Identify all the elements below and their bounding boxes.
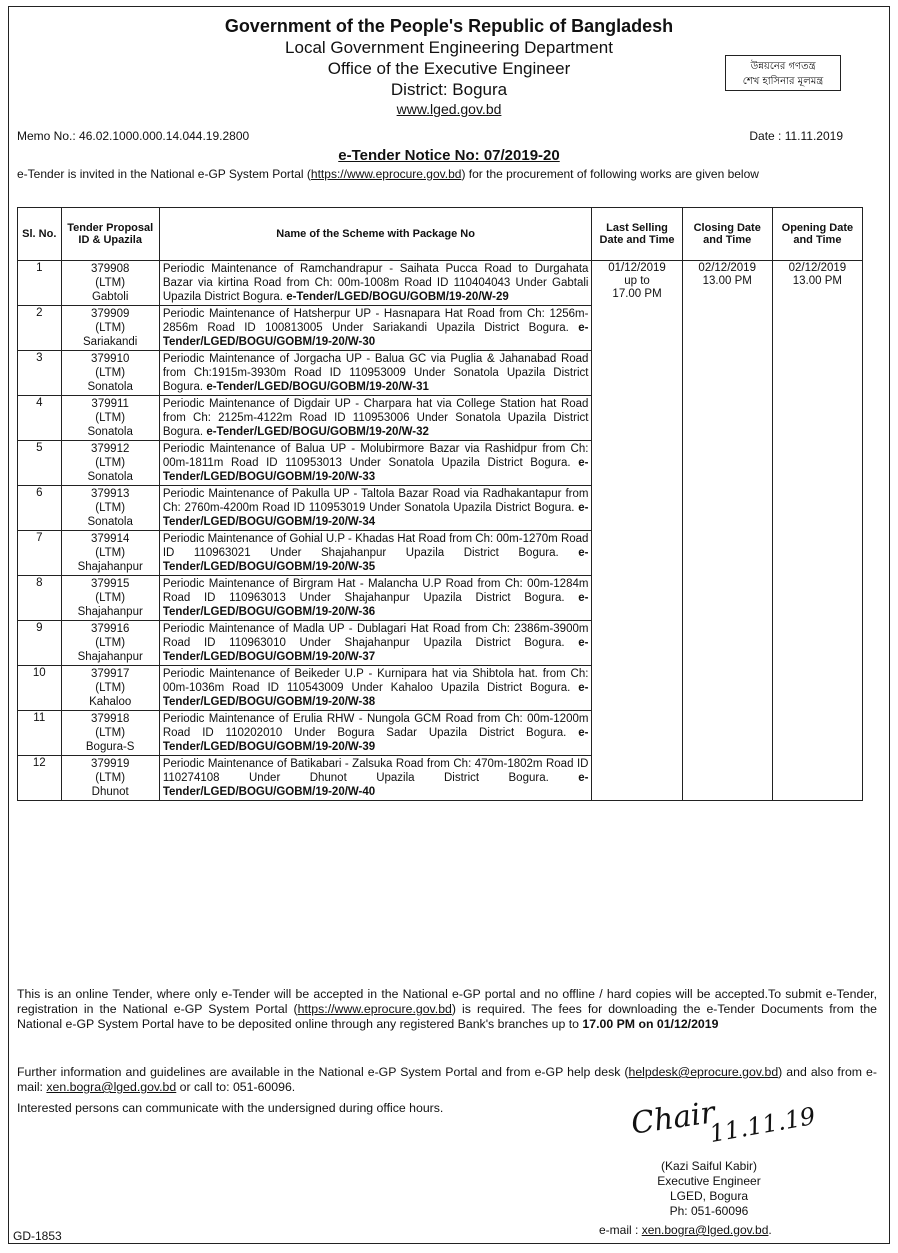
row-sl: 4	[18, 396, 62, 441]
row-desc: Periodic Maintenance of Jorgacha UP - Balua GC via Puglia & Jahanabad Road from Ch:1915m-3930m Road ID 110953009 Under Sonatola Upazila District Bogura.	[162, 353, 589, 393]
row-package: e-Tender/LGED/BOGU/GOBM/19-20/W-33	[162, 457, 589, 483]
row-proposal	[61, 576, 159, 621]
contact-paragraph: Interested persons can communicate with the undersigned during office hours.	[17, 1101, 444, 1115]
row-desc: Periodic Maintenance of Pakulla UP - Taltola Bazar Road via Radhakantapur from Ch: 2760m-4200m Road ID 110953019 Under Sonatola Upazila District Bogura.	[162, 488, 589, 514]
row-package: e-Tender/LGED/BOGU/GOBM/19-20/W-38	[162, 682, 589, 708]
row-proposal	[61, 666, 159, 711]
row-desc: Periodic Maintenance of Digdair UP - Charpara hat via College Station hat Road from Ch: 2125m-4122m Road ID 110953006 Under Sonatola Upazila District Bogura.	[162, 398, 589, 438]
row-type: (LTM)	[95, 592, 126, 604]
row-id: 379912	[91, 443, 130, 455]
row-scheme	[159, 261, 592, 306]
row-upazila: Sonatola	[87, 516, 133, 528]
row-upazila: Sonatola	[87, 381, 133, 393]
row-package: e-Tender/LGED/BOGU/GOBM/19-20/W-40	[162, 772, 589, 798]
row-sl: 5	[18, 441, 62, 486]
notice-page	[8, 6, 890, 1244]
row-type: (LTM)	[95, 412, 126, 424]
signer-email-link[interactable]: xen.bogra@lged.gov.bd	[641, 1223, 769, 1237]
slogan-line-1: উন্নয়নের গণতন্ত্র	[750, 61, 816, 72]
row-scheme	[159, 486, 592, 531]
row-id: 379913	[91, 488, 130, 500]
row-type: (LTM)	[95, 457, 126, 469]
row-id: 379910	[91, 353, 130, 365]
row-desc: Periodic Maintenance of Beikeder U.P - Kurnipara hat via Shibtola hat. from Ch: 00m-1036m Road ID 110543009 Under Kahaloo Upazila District Bogura.	[162, 668, 589, 694]
row-id: 379918	[91, 713, 130, 725]
slogan-box	[725, 55, 841, 91]
row-type: (LTM)	[95, 367, 126, 379]
row-proposal	[61, 756, 159, 801]
row-sl: 9	[18, 621, 62, 666]
row-proposal	[61, 486, 159, 531]
row-id: 379919	[91, 758, 130, 770]
row-upazila: Shajahanpur	[77, 651, 143, 663]
row-proposal	[61, 621, 159, 666]
row-scheme	[159, 306, 592, 351]
row-package: e-Tender/LGED/BOGU/GOBM/19-20/W-36	[162, 592, 589, 618]
table-row	[18, 261, 863, 306]
row-desc: Periodic Maintenance of Madla UP - Dublagari Hat Road from Ch: 2386m-3900m Road ID 110963010 Under Shajahanpur Upazila District Bogura.	[162, 623, 589, 649]
further-info-paragraph: Further information and guidelines are available in the National e-GP System Portal and from e-GP help desk (helpdesk@eprocure.gov.bd) and also from e-mail: xen.bogra@lged.gov.bd or call to: 051-60096.	[17, 1065, 877, 1094]
row-type: (LTM)	[95, 277, 126, 289]
opening-cell: 02/12/2019 13.00 PM	[772, 261, 862, 801]
row-id: 379914	[91, 533, 130, 545]
closing-cell: 02/12/2019 13.00 PM	[682, 261, 772, 801]
row-desc: Periodic Maintenance of Batikabari - Zalsuka Road from Ch: 470m-1802m Road ID 110274108 Under Dhunot Upazila District Bogura.	[162, 758, 589, 784]
row-upazila: Gabtoli	[91, 291, 129, 303]
header-id: Tender Proposal ID & Upazila	[61, 208, 159, 261]
row-sl: 3	[18, 351, 62, 396]
footer-code: GD-1853	[13, 1229, 62, 1243]
row-scheme	[159, 711, 592, 756]
row-package: e-Tender/LGED/BOGU/GOBM/19-20/W-35	[162, 547, 589, 573]
row-type: (LTM)	[95, 502, 126, 514]
govt-title: Government of the People's Republic of Bangladesh	[224, 16, 674, 36]
memo-number: Memo No.: 46.02.1000.000.14.044.19.2800	[17, 129, 250, 143]
row-package: e-Tender/LGED/BOGU/GOBM/19-20/W-30	[162, 322, 589, 348]
row-upazila: Bogura-S	[85, 741, 135, 753]
row-type: (LTM)	[95, 637, 126, 649]
signer-title: Executive Engineer	[657, 1174, 761, 1188]
row-upazila: Shajahanpur	[77, 606, 143, 618]
department-name: Local Government Engineering Department	[285, 38, 613, 57]
row-sl: 6	[18, 486, 62, 531]
row-id: 379911	[91, 398, 129, 410]
row-scheme	[159, 396, 592, 441]
row-package: e-Tender/LGED/BOGU/GOBM/19-20/W-37	[162, 637, 589, 663]
row-desc: Periodic Maintenance of Hatsherpur UP - Hasnapara Hat Road from Ch: 1256m-2856m Road ID 100813005 Under Sariakandi Upazila District Bogura.	[162, 308, 589, 334]
header-sl: Sl. No.	[18, 208, 62, 261]
office-name: Office of the Executive Engineer	[327, 59, 571, 78]
row-scheme	[159, 621, 592, 666]
signer-office: LGED, Bogura	[669, 1189, 749, 1203]
tender-table	[17, 207, 863, 801]
eprocure-link-2[interactable]: https://www.eprocure.gov.bd	[297, 1002, 452, 1016]
row-upazila: Dhunot	[91, 786, 129, 798]
row-sl: 12	[18, 756, 62, 801]
row-type: (LTM)	[95, 547, 126, 559]
row-desc: Periodic Maintenance of Ramchandrapur - Saihata Pucca Road to Durgahata Bazar via kirtina Road from Ch: 00m-1008m Road ID 110404043 Under Gabtali Upazila District Bogura.	[162, 263, 589, 303]
signature-scribble: Chair	[628, 1095, 718, 1142]
row-upazila: Sonatola	[87, 426, 133, 438]
row-upazila: Sonatola	[87, 471, 133, 483]
signer-name: (Kazi Saiful Kabir)	[660, 1159, 758, 1173]
online-tender-paragraph: This is an online Tender, where only e-Tender will be accepted in the National e-GP portal and no offline / hard copies will be accepted.To submit e-Tender, registration in the National e-GP System Portal (https://www.eprocure.gov.bd) is required. The fees for downloading the e-Tender Documents from the National e-GP System Portal have to be deposited online through any registered Bank's branches up to 17.00 PM on 01/12/2019	[17, 987, 877, 1031]
row-type: (LTM)	[95, 727, 126, 739]
row-desc: Periodic Maintenance of Birgram Hat - Malancha U.P Road from Ch: 00m-1284m Road ID 110963013 Under Shajahanpur Upazila District Bogura.	[162, 578, 589, 604]
row-desc: Periodic Maintenance of Erulia RHW - Nungola GCM Road from Ch: 00m-1200m Road ID 110202010 Under Bogura Sadar Upazila District Bogura.	[162, 713, 589, 739]
signer-block	[639, 1159, 779, 1219]
row-package: e-Tender/LGED/BOGU/GOBM/19-20/W-31	[206, 381, 429, 393]
row-id: 379916	[91, 623, 130, 635]
row-sl: 8	[18, 576, 62, 621]
slogan-line-2: শেখ হাসিনার মূলমন্ত্র	[742, 76, 824, 87]
row-proposal	[61, 531, 159, 576]
signer-phone: Ph: 051-60096	[669, 1204, 749, 1218]
row-scheme	[159, 666, 592, 711]
row-id: 379917	[91, 668, 130, 680]
row-proposal	[61, 261, 159, 306]
row-scheme	[159, 756, 592, 801]
row-desc: Periodic Maintenance of Gohial U.P - Khadas Hat Road from Ch: 00m-1270m Road ID 110963021 Under Shajahanpur Upazila District Bogura.	[162, 533, 589, 559]
row-package: e-Tender/LGED/BOGU/GOBM/19-20/W-34	[162, 502, 589, 528]
eprocure-link[interactable]: https://www.eprocure.gov.bd	[310, 167, 462, 181]
header-opening: Opening Date and Time	[772, 208, 862, 261]
row-proposal	[61, 306, 159, 351]
row-type: (LTM)	[95, 682, 126, 694]
row-sl: 1	[18, 261, 62, 306]
row-type: (LTM)	[95, 772, 126, 784]
row-package: e-Tender/LGED/BOGU/GOBM/19-20/W-29	[286, 291, 509, 303]
row-scheme	[159, 531, 592, 576]
signer-email: e-mail : xen.bogra@lged.gov.bd.	[599, 1223, 772, 1237]
signature-date: 11.11.19	[707, 1101, 818, 1149]
xen-email[interactable]: xen.bogra@lged.gov.bd	[46, 1080, 177, 1094]
row-id: 379915	[91, 578, 130, 590]
district-name: District: Bogura	[390, 80, 508, 99]
row-proposal	[61, 711, 159, 756]
row-id: 379908	[91, 263, 130, 275]
row-package: e-Tender/LGED/BOGU/GOBM/19-20/W-32	[206, 426, 429, 438]
header-name: Name of the Scheme with Package No	[159, 208, 592, 261]
website-link[interactable]: www.lged.gov.bd	[396, 101, 502, 117]
row-sl: 11	[18, 711, 62, 756]
row-proposal	[61, 396, 159, 441]
row-scheme	[159, 441, 592, 486]
header-selling: Last Selling Date and Time	[592, 208, 682, 261]
row-scheme	[159, 351, 592, 396]
row-type: (LTM)	[95, 322, 126, 334]
table-header-row	[18, 208, 863, 261]
header-closing: Closing Date and Time	[682, 208, 772, 261]
notice-date: Date : 11.11.2019	[749, 129, 843, 143]
row-sl: 7	[18, 531, 62, 576]
row-desc: Periodic Maintenance of Balua UP - Molubirmore Bazar via Rashidpur from Ch: 00m-1811m Road ID 110953013 Under Sonatola Upazila District Bogura.	[162, 443, 589, 469]
helpdesk-email[interactable]: helpdesk@eprocure.gov.bd	[628, 1065, 779, 1079]
row-upazila: Kahaloo	[89, 696, 132, 708]
row-id: 379909	[91, 308, 130, 320]
intro-text: e-Tender is invited in the National e-GP System Portal (https://www.eprocure.gov.bd) for the procurement of following works are given below	[17, 167, 759, 181]
row-sl: 10	[18, 666, 62, 711]
selling-cell: 01/12/2019 up to 17.00 PM	[592, 261, 682, 801]
row-proposal	[61, 441, 159, 486]
row-scheme	[159, 576, 592, 621]
row-sl: 2	[18, 306, 62, 351]
notice-title: e-Tender Notice No: 07/2019-20	[338, 147, 560, 164]
row-proposal	[61, 351, 159, 396]
row-upazila: Sariakandi	[83, 336, 138, 348]
row-package: e-Tender/LGED/BOGU/GOBM/19-20/W-39	[162, 727, 589, 753]
row-upazila: Shajahanpur	[77, 561, 143, 573]
